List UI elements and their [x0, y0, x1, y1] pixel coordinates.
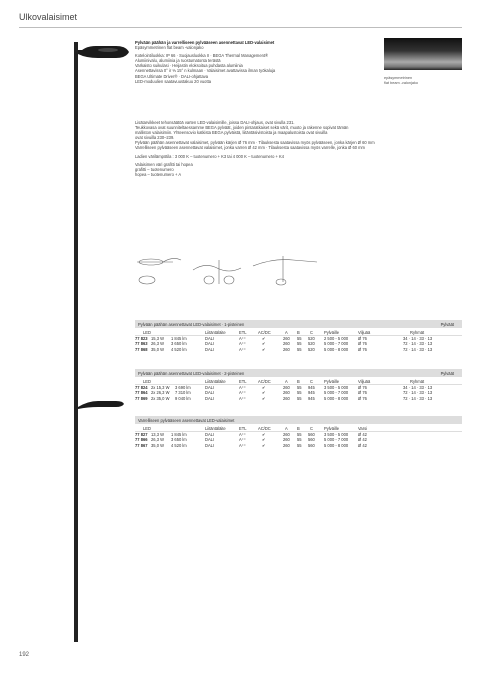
col-head: Pylväille [324, 426, 340, 431]
col-head: AC/DC [258, 426, 271, 431]
cell: DALI [205, 442, 215, 448]
col-head: Viljuää [358, 379, 371, 384]
cell: ✔ [262, 341, 266, 347]
desc-line: Asennettavissa 0° ir ⅓ 15° n kulmaan · Valaisimet avattavissa ilman työkaluja [135, 68, 276, 74]
col-head: Ryhmät [410, 330, 425, 335]
cell: 5 000 - 8 000 [324, 346, 349, 352]
cell: ✔ [262, 336, 266, 342]
desc-line: BEGA Ultimate Driver® · DALI-ohjattava [135, 73, 209, 79]
cell: 55 [297, 346, 302, 352]
col-head: Pylväille [324, 379, 340, 384]
cell: 55 [297, 442, 302, 448]
cell: 7 310 lm [175, 390, 191, 396]
cell: 5 000 - 7 000 [324, 341, 349, 347]
cell: Ø 42 [358, 442, 367, 448]
cell: 26,3 W [151, 437, 164, 443]
cell: 2x 35,0 W [151, 395, 170, 401]
note-line: Varrelliseen pylvääseen asennettavat valaisimet, jonka varren Ø 42 mm · Tilauksesta saatavissa myös varrelle, jonka Ø 60 mm [135, 145, 365, 151]
cell: 3 650 lm [171, 437, 187, 443]
cell: DALI [205, 346, 215, 352]
cell: 34 · 14 · 33 · 13 [403, 385, 433, 391]
cell: ✔ [262, 432, 266, 438]
cell: DALI [205, 390, 215, 396]
page-title: Ulkovalaisimet [19, 12, 78, 22]
cell: 2x 26,3 W [151, 390, 170, 396]
col-head: ETL [239, 426, 247, 431]
luminaire-side-image [78, 395, 124, 413]
col-head: C [310, 330, 313, 335]
cell: 26,3 W [151, 341, 164, 347]
col-head: A [285, 379, 288, 384]
cell: Ø 76 [358, 385, 367, 391]
cell: 4 520 lm [171, 346, 187, 352]
cell: 260 [283, 390, 290, 396]
cell: 260 [283, 395, 290, 401]
luminaire-top-image [78, 44, 130, 72]
cell: 945 [308, 385, 315, 391]
cell: DALI [205, 432, 215, 438]
cell: Ø 76 [358, 390, 367, 396]
note-line: malliston valaisimiin. Yhteensovio katkista BEGA pylväistä, liitäntäsivistoista ja maapalustoista ovat sivuilla [135, 130, 328, 136]
cell: 77 869 [135, 395, 148, 401]
col-head: B [297, 379, 300, 384]
table-head-row [135, 330, 462, 335]
table-header-bar [135, 416, 462, 424]
col-head: C [310, 426, 313, 431]
dimension-drawings [133, 252, 333, 288]
cell: A⁺⁺ [239, 346, 247, 352]
beam-caption-line: epäsymmetrinen [384, 76, 413, 80]
table-title: Pylvään päähän asennettavat LED-valaisimet · 1-pisteinen [138, 321, 245, 327]
cell: 77 863 [135, 341, 148, 347]
cell: 1 845 lm [171, 336, 187, 342]
cell: A⁺⁺ [239, 390, 247, 396]
col-head: B [297, 426, 300, 431]
cell: 520 [308, 341, 315, 347]
cell: 2 500 - 5 000 [324, 336, 349, 342]
col-head: Viljuää [358, 330, 371, 335]
table-header-bar [135, 369, 462, 377]
product-notes [135, 120, 375, 177]
cell: A⁺⁺ [239, 385, 247, 391]
cell: 520 [308, 336, 315, 342]
table-title: Varrelliseen pylvääseen asennettavat LED-valaisimet [138, 417, 235, 423]
cell: Ø 76 [358, 395, 367, 401]
cell: 5 000 - 7 000 [324, 437, 349, 443]
cell: 260 [283, 432, 290, 438]
cell: 34 · 14 · 33 · 13 [403, 336, 433, 342]
cell: ✔ [262, 395, 266, 401]
cell: Ø 76 [358, 341, 367, 347]
col-head: LED [143, 330, 151, 335]
cell: 55 [297, 437, 302, 443]
cell: 560 [308, 442, 315, 448]
cell: 260 [283, 442, 290, 448]
desc-line: LED-moduulien saatavuustakuu 20 vuotta [135, 78, 212, 84]
desc-line: Varkaisto suikulasi · Heijastin eloksoitua puhdasta alumiinia [135, 63, 243, 69]
table-header-bar [135, 320, 462, 328]
cell: 5 000 - 8 000 [324, 442, 349, 448]
cell: 72 · 14 · 33 · 13 [403, 346, 433, 352]
cell: 72 · 14 · 33 · 13 [403, 390, 433, 396]
cell: 260 [283, 341, 290, 347]
col-head: Liitäntäläite [205, 379, 226, 384]
note-line: ovat sivuilla 230–239. [135, 135, 175, 141]
col-head: Ryhmät [410, 379, 425, 384]
cell: 55 [297, 432, 302, 438]
col-head: LED [143, 426, 151, 431]
cell: A⁺⁺ [239, 336, 247, 342]
cell: 55 [297, 336, 302, 342]
note-line: Lisätarvikkeet tehonsäätöä varten LED-valaisimille, joissa DALI-ohjaus, ovat sivulla 231. [135, 120, 295, 125]
cell: 3 500 - 5 000 [324, 432, 349, 438]
cell: 77 864 [135, 390, 148, 396]
color-line: grafitti – tuotenumero [135, 166, 174, 172]
table-right-label: Pylväät [440, 321, 454, 327]
product-table [135, 416, 462, 448]
cell: 2x 15,3 W [151, 385, 170, 391]
color-line: Valaisimen väri grafitti tai hopea [135, 161, 193, 167]
cell: 77 867 [135, 442, 148, 448]
cell: 520 [308, 346, 315, 352]
cell: 72 · 14 · 33 · 13 [403, 341, 433, 347]
col-head: Liitäntäläite [205, 426, 226, 431]
cell: 77 868 [135, 346, 148, 352]
table-row [135, 396, 462, 401]
cell: 15,3 W [151, 336, 164, 342]
beam-caption-line: flat beam -valonjako [384, 80, 418, 85]
cell: 35,0 W [151, 346, 164, 352]
cell: 260 [283, 385, 290, 391]
table-head-row [135, 379, 462, 384]
cell: 260 [283, 437, 290, 443]
product-table [135, 369, 462, 401]
cell: 55 [297, 341, 302, 347]
col-head: AC/DC [258, 379, 271, 384]
pole-image [74, 42, 78, 642]
table-row [135, 443, 462, 448]
cell: DALI [205, 336, 215, 342]
cell: Ø 42 [358, 432, 367, 438]
col-head: Pylväille [324, 330, 340, 335]
cell: DALI [205, 395, 215, 401]
cell: A⁺⁺ [239, 432, 247, 438]
cell: ✔ [262, 390, 266, 396]
cell: A⁺⁺ [239, 341, 247, 347]
page-header [0, 0, 480, 34]
table-head-row [135, 426, 462, 431]
cell: 560 [308, 432, 315, 438]
cell: 260 [283, 336, 290, 342]
cell: 55 [297, 395, 302, 401]
col-head: ETL [239, 330, 247, 335]
beam-image [384, 38, 462, 70]
cell: Ø 76 [358, 336, 367, 342]
cell: 3 650 lm [171, 341, 187, 347]
cell: DALI [205, 437, 215, 443]
cell: DALI [205, 341, 215, 347]
cell: 560 [308, 437, 315, 443]
color-line: hopea – tuotenumero + A [135, 171, 182, 177]
cell: 4 520 lm [171, 442, 187, 448]
cell: 260 [283, 346, 290, 352]
desc-line: Kotelointiluokka: IP 66 · Suojausluokka II · BEGA Thermal Management® [135, 53, 269, 59]
product-description [135, 40, 275, 84]
cell: 77 827 [135, 432, 148, 438]
header-rule [19, 27, 462, 28]
desc-line: Alumiinivalu, alumiinia ja ruostumatonta terästä [135, 58, 221, 64]
cell: 55 [297, 390, 302, 396]
beam-caption [384, 76, 418, 85]
col-head: ETL [239, 379, 247, 384]
cell: 35,0 W [151, 442, 164, 448]
cell: 77 824 [135, 385, 148, 391]
cell: ✔ [262, 437, 266, 443]
cell: A⁺⁺ [239, 395, 247, 401]
cell: 55 [297, 385, 302, 391]
cell: Ø 76 [358, 346, 367, 352]
cell: 77 866 [135, 437, 148, 443]
col-head: Liitäntäläite [205, 330, 226, 335]
col-head: Varsi [358, 426, 368, 431]
col-head: LED [143, 379, 151, 384]
col-head: AC/DC [258, 330, 271, 335]
cell: ✔ [262, 385, 266, 391]
cell: 3 690 lm [175, 385, 191, 391]
cell: 13,3 W [151, 432, 164, 438]
cell: 945 [308, 395, 315, 401]
desc-line: Epäsymmetrinen flat beam -valonjako [135, 45, 204, 51]
cell: 5 000 - 7 000 [324, 390, 349, 396]
cell: 1 845 lm [171, 432, 187, 438]
cell: ✔ [262, 346, 266, 352]
cell: 945 [308, 390, 315, 396]
col-head: A [285, 426, 288, 431]
col-head: B [297, 330, 300, 335]
cell: 77 823 [135, 336, 148, 342]
note-line: Teukkovasa ovat suunniteltaessamme BEGA pylväät, joiden pintaratkaiset sekä värit, muoto ja rakenne sopivat tämän [135, 125, 349, 131]
table-row [135, 347, 462, 352]
cell: 9 040 lm [175, 395, 191, 401]
cell: A⁺⁺ [239, 442, 247, 448]
table-right-label: Pylväät [440, 370, 454, 376]
cell: 72 · 14 · 33 · 13 [403, 395, 433, 401]
cell: ✔ [262, 442, 266, 448]
page-number: 192 [19, 652, 30, 658]
col-head: C [310, 379, 313, 384]
cell: 5 000 - 8 000 [324, 395, 349, 401]
table-title: Pylvään päähän asennettavat LED-valaisimet · 2-pisteinen [138, 370, 245, 376]
product-title: Pylvään päähän ja varrelliseen pylvääseen asennettavat LED-valaisimet [135, 40, 275, 45]
col-head: A [285, 330, 288, 335]
cell: 3 500 - 5 000 [324, 385, 349, 391]
cell: A⁺⁺ [239, 437, 247, 443]
cell: Ø 42 [358, 437, 367, 443]
note-line: Pylvään päähän asennettavat valaisimet, pylvään kärjen Ø 76 mm · Tilauksesta saatavissa myös pylvääseen, jonka kärjen Ø 60 mm [135, 140, 375, 146]
cell: DALI [205, 385, 215, 391]
product-table [135, 320, 462, 352]
cct-line: Ladien värilämpötila : 3 000 K – tuotenumero + K3 tai 4 000 K – tuotenumero + K4 [135, 153, 285, 159]
